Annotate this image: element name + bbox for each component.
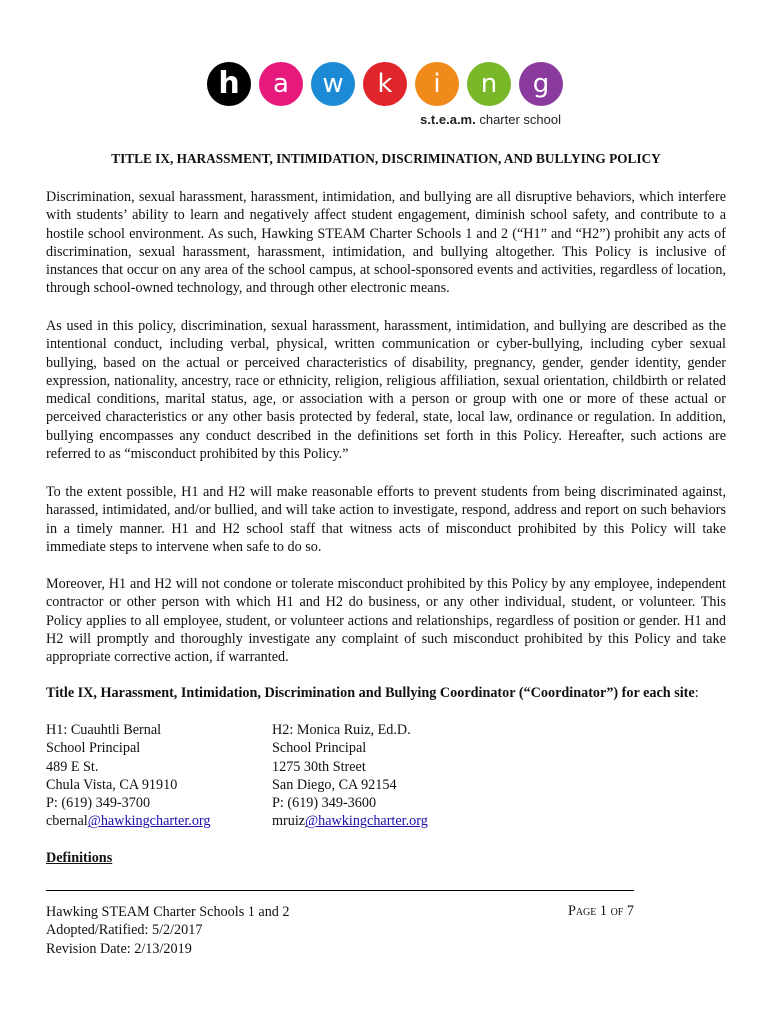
coordinator-heading-text: Title IX, Harassment, Intimidation, Discrimination and Bullying Coordinator (“Coordinator”) for each site — [46, 685, 695, 701]
h1-role: School Principal — [46, 740, 141, 757]
paragraph-1: Discrimination, sexual harassment, harassment, intimidation, and bullying are all disruptive behaviors, which interfere with students’ ability to learn and negatively affect student engagement, diminish school safety, and contribute to a hostile school environment. As such, Hawking STEAM Charter Schools 1 and 2 (“H1” and “H2”) prohibit any acts of discrimination, sexual harassment, harassment, intimidation, and bullying altogether. This Policy is inclusive of instances that occur on any area of the school campus, at school-sponsored events and activities, regardless of location, through school-owned technology, and through other electronic means. — [46, 189, 726, 297]
logo-letter-k: k — [363, 62, 407, 106]
h1-email-user: cbernal — [46, 813, 88, 830]
footer-revision: Revision Date: 2/13/2019 — [46, 940, 192, 957]
footer-school: Hawking STEAM Charter Schools 1 and 2 — [46, 904, 290, 920]
definitions-heading: Definitions — [46, 850, 113, 866]
logo-letter-a: a — [259, 62, 303, 106]
logo-letter-g: g — [519, 62, 563, 106]
h1-street: 489 E St. — [46, 758, 99, 775]
logo-tagline-rest: charter school — [475, 112, 561, 127]
h2-city: San Diego, CA 92154 — [272, 776, 397, 793]
paragraph-4: Moreover, H1 and H2 will not condone or tolerate misconduct prohibited by this Policy by any employee, independent contractor or other person with which H1 and H2 do business, or any other individual, student, or volunteer. This Policy applies to all employee, student, or volunteer actions and relationships, regardless of position or gender. H1 and H2 will promptly and thoroughly investigate any complaint of such misconduct prohibited by this Policy and take appropriate corrective action, if warranted. — [46, 576, 726, 666]
page-number: Page 1 of 7 — [567, 903, 634, 919]
h1-email[interactable] — [46, 812, 210, 830]
logo-letter-n: n — [467, 62, 511, 106]
logo-tagline-bold: s.t.e.a.m. — [420, 112, 476, 127]
h1-city: Chula Vista, CA 91910 — [46, 776, 178, 793]
coordinator-h1 — [46, 721, 210, 831]
logo-letter-i: i — [415, 62, 459, 106]
paragraph-3: To the extent possible, H1 and H2 will make reasonable efforts to prevent students from being discriminated against, harassed, intimidated, and/or bullied, and will take action to investigate, respond, address and report on such behaviors in a timely manner. H1 and H2 school staff that witness acts of misconduct prohibited by this Policy will take immediate steps to intervene when safe to do so. — [46, 484, 726, 555]
h2-role: School Principal — [272, 740, 367, 757]
h2-email[interactable] — [272, 812, 428, 830]
paragraph-2: As used in this policy, discrimination, sexual harassment, harassment, intimidation, and bullying are described as the intentional conduct, including verbal, physical, written communication or cyber-bullying, including cyber sexual bullying, based on the actual or perceived characteristics of disability, pregnancy, gender, gender identity, gender expression, nationality, ancestry, race or ethnicity, religion, religious affiliation, sexual orientation, childbirth or related medical conditions, marital status, age, or association with a person or group with one or more of these actual or perceived characteristics or any other basis protected by federal, state, local law, ordinance or regulation. In addition, bullying encompasses any conduct described in the definitions set forth in this Policy. Hereafter, such actions are referred to as “misconduct prohibited by this Policy.” — [46, 318, 726, 463]
h2-email-user: mruiz — [272, 813, 306, 830]
h2-phone: P: (619) 349-3600 — [272, 795, 377, 812]
h1-email-link[interactable]: @hawkingcharter.org — [87, 813, 211, 830]
h2-street: 1275 30th Street — [272, 758, 366, 775]
footer-info — [46, 903, 290, 958]
footer-divider — [46, 890, 634, 891]
logo-letter-h: h — [207, 62, 251, 106]
coordinator-heading — [46, 684, 726, 702]
h2-name: H2: Monica Ruiz, Ed.D. — [272, 722, 411, 738]
h1-name: H1: Cuauhtli Bernal — [46, 722, 162, 738]
logo-letter-w: w — [311, 62, 355, 106]
logo-tagline — [420, 112, 561, 127]
h1-phone: P: (619) 349-3700 — [46, 795, 151, 812]
coordinator-heading-suffix: : — [694, 685, 699, 701]
h2-email-link[interactable]: @hawkingcharter.org — [305, 813, 428, 830]
logo-circles — [207, 62, 567, 106]
school-logo — [207, 62, 567, 130]
footer-adopted: Adopted/Ratified: 5/2/2017 — [46, 922, 203, 939]
coordinator-h2 — [272, 721, 428, 831]
policy-title: TITLE IX, HARASSMENT, INTIMIDATION, DISCRIMINATION, AND BULLYING POLICY — [111, 151, 661, 166]
